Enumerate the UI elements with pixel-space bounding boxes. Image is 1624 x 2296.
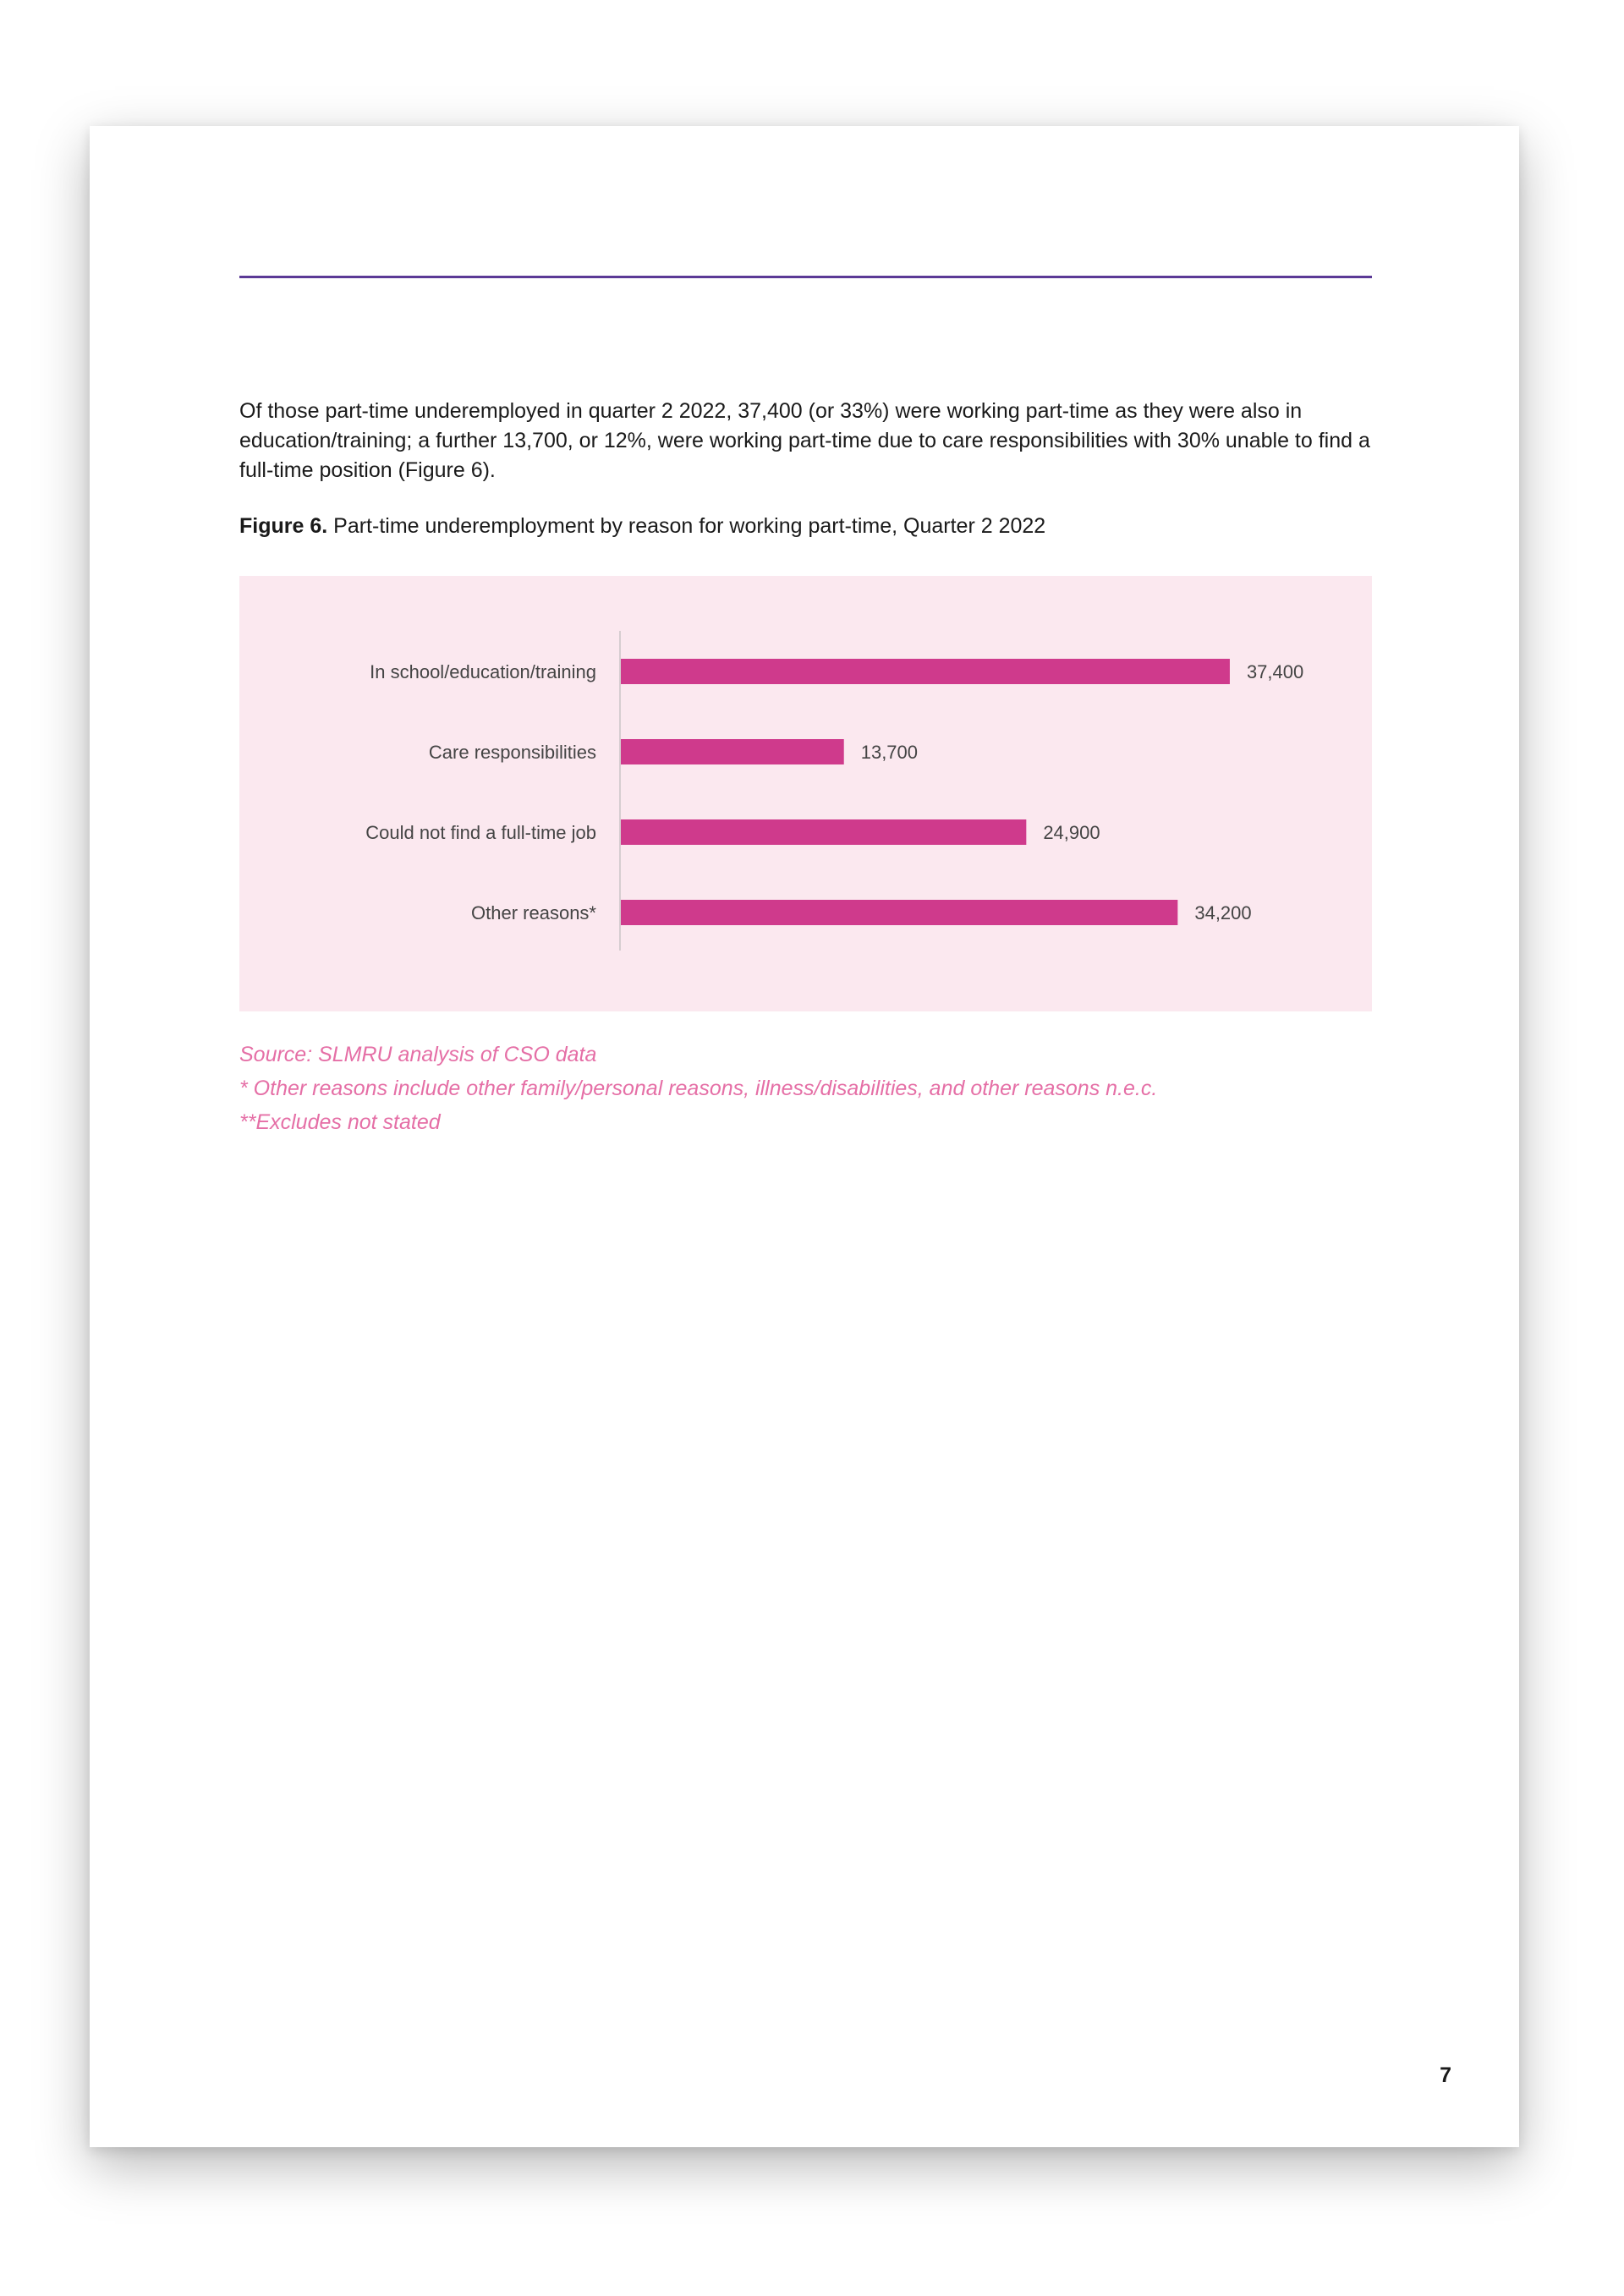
data-label: 34,200 — [1194, 902, 1252, 923]
bar-chart — [239, 576, 1372, 1011]
footnote-other-reasons: * Other reasons include other family/personal reasons, illness/disabilities, and other reasons n.e.c. — [239, 1077, 1158, 1100]
category-label: Could not find a full-time job — [365, 822, 596, 843]
bar — [621, 659, 1230, 684]
footnote-excludes: **Excludes not stated — [239, 1110, 441, 1134]
intro-paragraph: Of those part-time underemployed in quarter 2 2022, 37,400 (or 33%) were working part-time as they were also in education/training; a further 13,700, or 12%, were working part-time due to care responsibilities with 30% unable to find a full-time position (Figure 6). — [239, 399, 1370, 482]
category-label: Care responsibilities — [428, 742, 596, 763]
bar — [621, 900, 1177, 925]
category-label: In school/education/training — [370, 661, 596, 682]
source-note: Source: SLMRU analysis of CSO data — [239, 1043, 597, 1066]
page-number: 7 — [1440, 2063, 1451, 2087]
bar — [621, 819, 1026, 845]
data-label: 37,400 — [1246, 661, 1304, 682]
figure-title: Part-time underemployment by reason for working part-time, Quarter 2 2022 — [333, 514, 1046, 538]
figure-label: Figure 6. — [239, 514, 328, 538]
data-label: 13,700 — [860, 742, 919, 763]
figure-caption — [239, 512, 1377, 541]
figure-notes — [239, 1038, 1377, 1139]
bar — [621, 739, 844, 764]
chart-panel — [239, 576, 1372, 1011]
category-label: Other reasons* — [471, 902, 596, 923]
header-rule — [239, 276, 1372, 278]
document-page — [90, 126, 1519, 2147]
data-label: 24,900 — [1043, 822, 1100, 843]
